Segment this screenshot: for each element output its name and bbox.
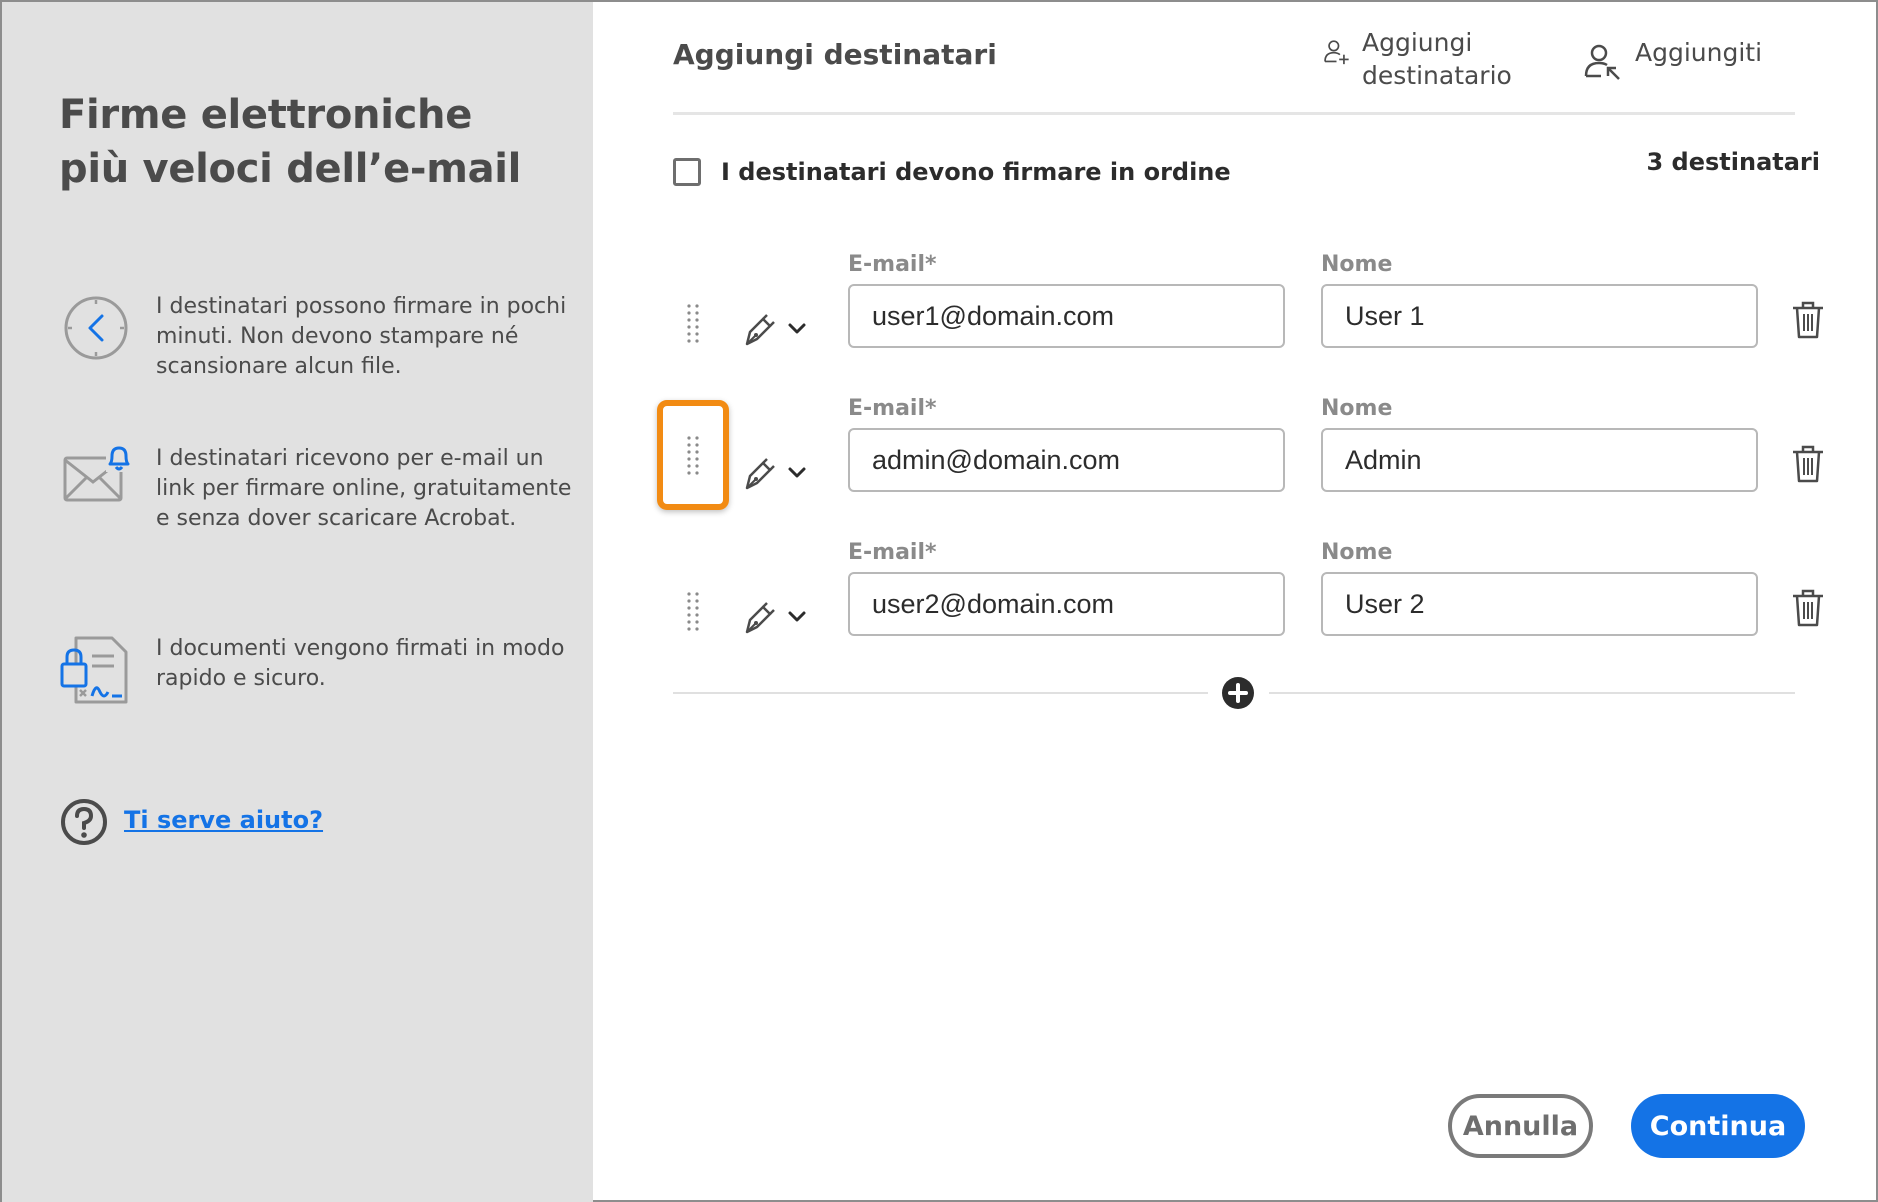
- drag-handle[interactable]: [673, 298, 713, 348]
- pen-icon[interactable]: [743, 600, 777, 634]
- recipients-panel: [593, 2, 1878, 1202]
- add-recipient-label: Aggiungi destinatario: [1362, 28, 1512, 90]
- add-row-plus-icon[interactable]: [1221, 676, 1255, 710]
- add-self-icon: [1583, 42, 1623, 82]
- info-title: Firme elettroniche più veloci dell’e-mail: [59, 92, 522, 192]
- chevron-down-icon[interactable]: [787, 466, 807, 480]
- cancel-button[interactable]: Annulla: [1448, 1094, 1593, 1158]
- sign-in-order-label: I destinatari devono firmare in ordine: [721, 158, 1231, 186]
- drag-handle-highlighted[interactable]: [657, 400, 729, 510]
- recipient-row: [673, 252, 1823, 372]
- secure-document-icon: [60, 634, 132, 706]
- email-field[interactable]: [848, 428, 1285, 492]
- name-field[interactable]: [1321, 284, 1758, 348]
- name-label: Nome: [1321, 252, 1393, 277]
- email-label: E-mail*: [848, 252, 937, 277]
- trash-icon[interactable]: [1791, 588, 1825, 628]
- trash-icon[interactable]: [1791, 444, 1825, 484]
- continue-button[interactable]: Continua: [1631, 1094, 1805, 1158]
- email-label: E-mail*: [848, 396, 937, 421]
- sign-in-order-option: [673, 158, 1231, 186]
- add-divider-right: [1269, 692, 1795, 694]
- drag-handle-icon: [685, 303, 701, 343]
- add-divider-left: [673, 692, 1208, 694]
- email-field[interactable]: [848, 284, 1285, 348]
- recipient-count: 3 destinatari: [1646, 148, 1820, 176]
- name-field[interactable]: [1321, 428, 1758, 492]
- help-link[interactable]: Ti serve aiuto?: [124, 806, 324, 834]
- info-panel: [2, 2, 593, 1202]
- email-notification-icon: [60, 444, 132, 516]
- feature-text: I destinatari possono firmare in pochi minuti. Non devono stampare né scansionare alcun file.: [156, 294, 567, 379]
- question-icon[interactable]: [60, 798, 108, 846]
- trash-icon[interactable]: [1791, 300, 1825, 340]
- pen-icon[interactable]: [743, 456, 777, 490]
- name-label: Nome: [1321, 396, 1393, 421]
- add-me-button[interactable]: [1583, 36, 1762, 82]
- add-me-label: Aggiungiti: [1635, 38, 1763, 67]
- feature-text: I destinatari ricevono per e-mail un link per firmare online, gratuitamente e senza dover scaricare Acrobat.: [156, 446, 572, 531]
- name-label: Nome: [1321, 540, 1393, 565]
- header-divider: [673, 112, 1795, 115]
- feature-text: I documenti vengono firmati in modo rapido e sicuro.: [156, 636, 565, 691]
- page-title: Aggiungi destinatari: [673, 38, 997, 71]
- recipient-row: [673, 396, 1823, 516]
- email-field[interactable]: [848, 572, 1285, 636]
- email-label: E-mail*: [848, 540, 937, 565]
- add-recipient-button[interactable]: [1323, 26, 1543, 92]
- pen-icon[interactable]: [743, 312, 777, 346]
- drag-handle-icon: [685, 591, 701, 631]
- name-field[interactable]: [1321, 572, 1758, 636]
- chevron-down-icon[interactable]: [787, 610, 807, 624]
- add-user-icon: [1323, 32, 1350, 72]
- recipient-row: [673, 540, 1823, 660]
- chevron-down-icon[interactable]: [787, 322, 807, 336]
- sign-in-order-checkbox[interactable]: [673, 158, 701, 186]
- drag-handle-icon: [685, 435, 701, 475]
- clock-icon: [60, 292, 132, 364]
- drag-handle[interactable]: [673, 586, 713, 636]
